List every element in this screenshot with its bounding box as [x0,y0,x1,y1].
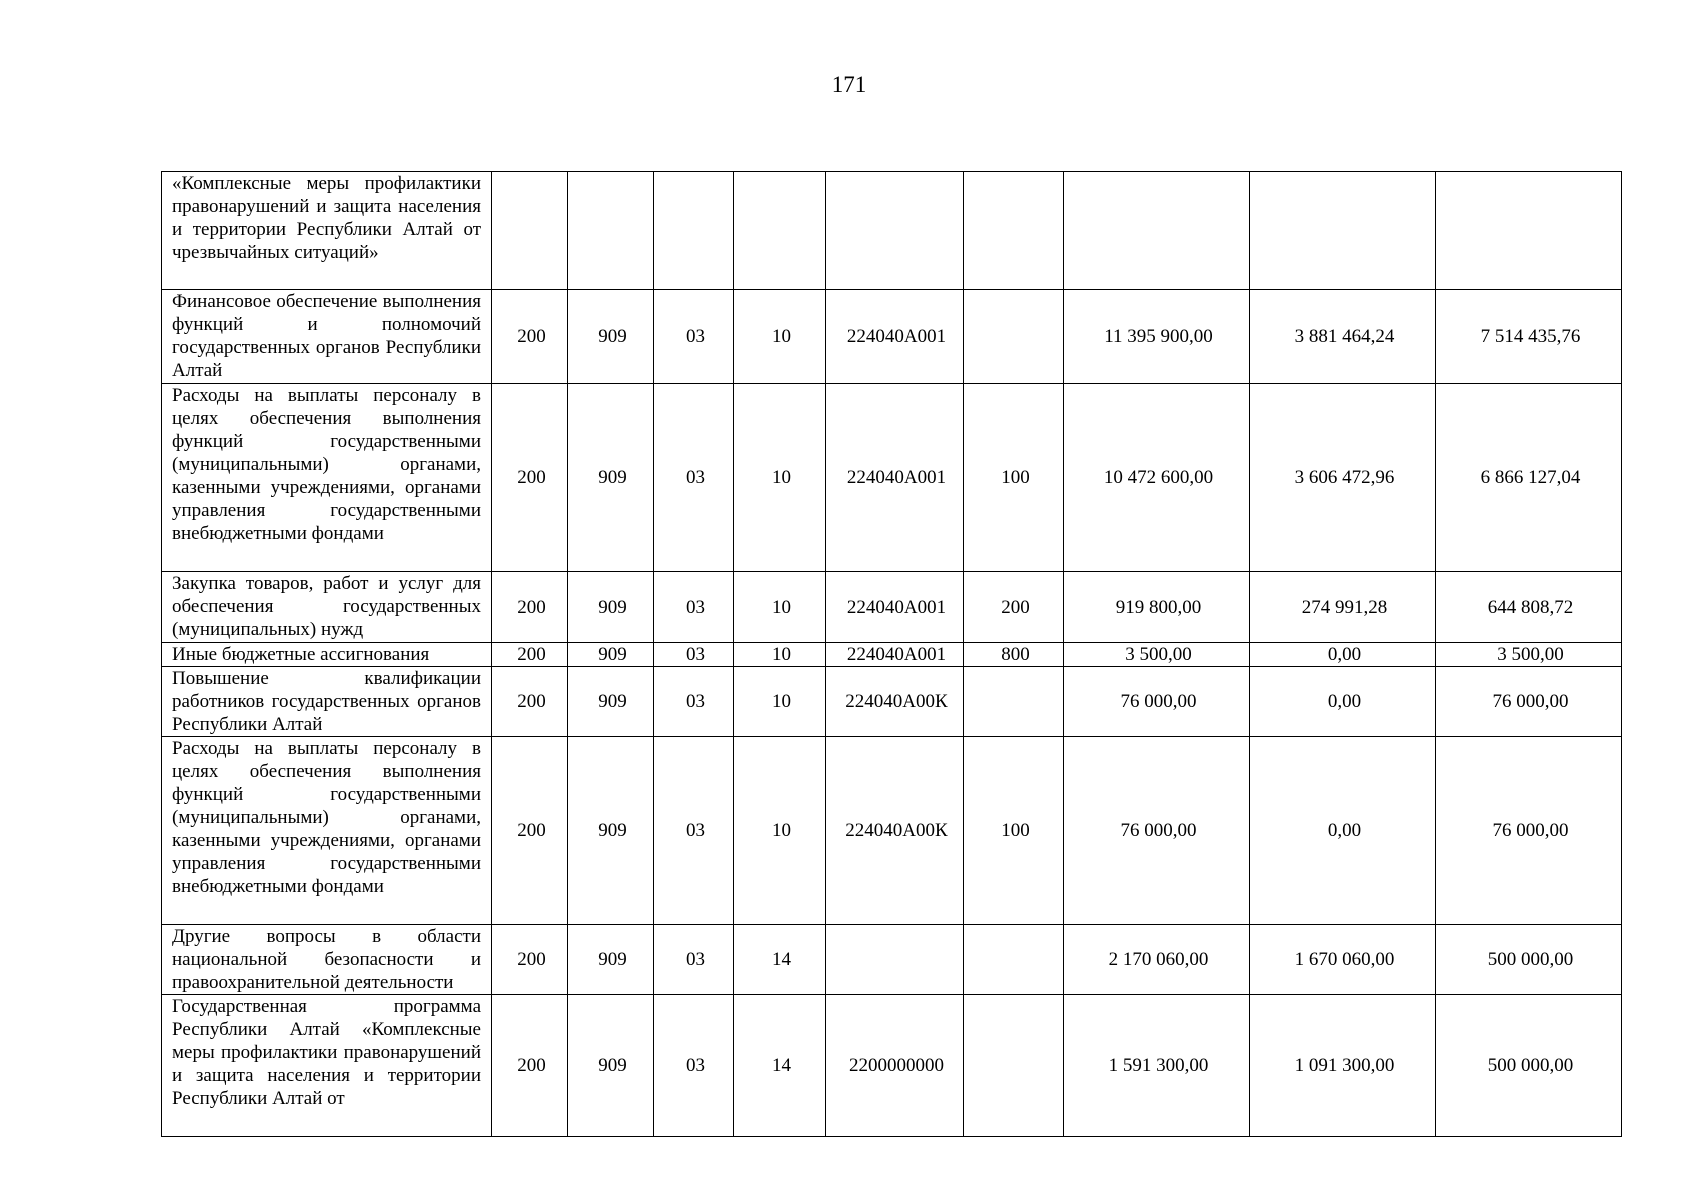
row-description: «Комплексные меры профилактики правонарушений и защита населения и территории Республики Алтай от чрезвычайных ситуаций» [162,172,492,290]
page-number: 171 [831,72,867,97]
cell-section: 03 [654,643,734,667]
cell-target-article: 224040А001 [826,384,964,572]
cell-amount-remaining: 500 000,00 [1436,925,1622,995]
cell-admin-code: 200 [492,667,568,737]
cell-amount-approved: 76 000,00 [1064,737,1250,925]
cell-admin-code: 200 [492,925,568,995]
cell-section: 03 [654,572,734,643]
cell-amount-approved: 3 500,00 [1064,643,1250,667]
cell-admin-code: 200 [492,572,568,643]
cell-subsection: 10 [734,667,826,737]
cell-admin-code: 200 [492,737,568,925]
cell-subsection: 10 [734,572,826,643]
table-row [162,995,1622,1137]
cell-admin-code: 200 [492,384,568,572]
cell-section: 03 [654,667,734,737]
cell-subsection: 10 [734,290,826,384]
cell-admin-code [492,172,568,290]
cell-expense-type: 800 [964,643,1064,667]
cell-amount-remaining: 76 000,00 [1436,667,1622,737]
table-row [162,290,1622,384]
cell-expense-type [964,925,1064,995]
cell-amount-approved: 2 170 060,00 [1064,925,1250,995]
cell-admin-code: 200 [492,643,568,667]
cell-subsection: 10 [734,643,826,667]
cell-subsection: 10 [734,737,826,925]
cell-amount-remaining: 3 500,00 [1436,643,1622,667]
cell-amount-executed: 3 881 464,24 [1250,290,1436,384]
cell-section: 03 [654,995,734,1137]
table-row [162,667,1622,737]
cell-amount-approved: 10 472 600,00 [1064,384,1250,572]
row-description: Другие вопросы в области национальной безопасности и правоохранительной деятельности [162,925,492,995]
cell-section: 03 [654,737,734,925]
cell-amount-remaining: 644 808,72 [1436,572,1622,643]
cell-subsection [734,172,826,290]
cell-target-article: 224040А00К [826,667,964,737]
row-description: Государственная программа Республики Алтай «Комплексные меры профилактики правонарушений и защита населения и территории Республики Алтай от [162,995,492,1137]
cell-expense-type: 100 [964,737,1064,925]
cell-ministry-code: 909 [568,384,654,572]
cell-admin-code: 200 [492,995,568,1137]
cell-section: 03 [654,925,734,995]
cell-amount-executed: 0,00 [1250,667,1436,737]
row-description: Расходы на выплаты персоналу в целях обеспечения выполнения функций государственными (муниципальными) органами, казенными учреждениями, органами управления государственными внебюджетными фондами [162,737,492,925]
row-description: Закупка товаров, работ и услуг для обеспечения государственных (муниципальных) нужд [162,572,492,643]
cell-subsection: 14 [734,995,826,1137]
cell-section: 03 [654,290,734,384]
cell-expense-type [964,667,1064,737]
cell-ministry-code: 909 [568,290,654,384]
row-description: Расходы на выплаты персоналу в целях обеспечения выполнения функций государственными (муниципальными) органами, казенными учреждениями, органами управления государственными внебюджетными фондами [162,384,492,572]
cell-amount-remaining: 6 866 127,04 [1436,384,1622,572]
cell-amount-remaining [1436,172,1622,290]
cell-amount-approved: 76 000,00 [1064,667,1250,737]
cell-ministry-code: 909 [568,995,654,1137]
cell-amount-remaining: 500 000,00 [1436,995,1622,1137]
table-row [162,643,1622,667]
row-description: Повышение квалификации работников государственных органов Республики Алтай [162,667,492,737]
cell-target-article: 224040А001 [826,290,964,384]
cell-expense-type [964,172,1064,290]
cell-expense-type: 100 [964,384,1064,572]
cell-amount-executed [1250,172,1436,290]
cell-admin-code: 200 [492,290,568,384]
row-description: Иные бюджетные ассигнования [162,643,492,667]
row-description: Финансовое обеспечение выполнения функций и полномочий государственных органов Республики Алтай [162,290,492,384]
cell-subsection: 14 [734,925,826,995]
table-row [162,572,1622,643]
cell-amount-approved: 1 591 300,00 [1064,995,1250,1137]
cell-amount-executed: 0,00 [1250,737,1436,925]
cell-amount-executed: 1 091 300,00 [1250,995,1436,1137]
cell-target-article: 224040А001 [826,572,964,643]
cell-amount-executed: 3 606 472,96 [1250,384,1436,572]
table-row [162,925,1622,995]
cell-section [654,172,734,290]
cell-expense-type: 200 [964,572,1064,643]
table-row [162,737,1622,925]
cell-subsection: 10 [734,384,826,572]
cell-target-article: 224040А001 [826,643,964,667]
cell-expense-type [964,995,1064,1137]
cell-target-article: 224040А00К [826,737,964,925]
cell-ministry-code: 909 [568,667,654,737]
cell-amount-approved: 11 395 900,00 [1064,290,1250,384]
cell-amount-executed: 1 670 060,00 [1250,925,1436,995]
cell-amount-remaining: 7 514 435,76 [1436,290,1622,384]
cell-target-article [826,172,964,290]
table-row [162,172,1622,290]
cell-section: 03 [654,384,734,572]
cell-ministry-code: 909 [568,925,654,995]
cell-amount-approved [1064,172,1250,290]
cell-ministry-code: 909 [568,572,654,643]
table-row [162,384,1622,572]
cell-ministry-code: 909 [568,737,654,925]
cell-target-article [826,925,964,995]
cell-expense-type [964,290,1064,384]
cell-amount-approved: 919 800,00 [1064,572,1250,643]
cell-ministry-code: 909 [568,643,654,667]
cell-amount-remaining: 76 000,00 [1436,737,1622,925]
cell-amount-executed: 274 991,28 [1250,572,1436,643]
cell-ministry-code [568,172,654,290]
budget-table [161,171,1622,1137]
cell-amount-executed: 0,00 [1250,643,1436,667]
cell-target-article: 2200000000 [826,995,964,1137]
